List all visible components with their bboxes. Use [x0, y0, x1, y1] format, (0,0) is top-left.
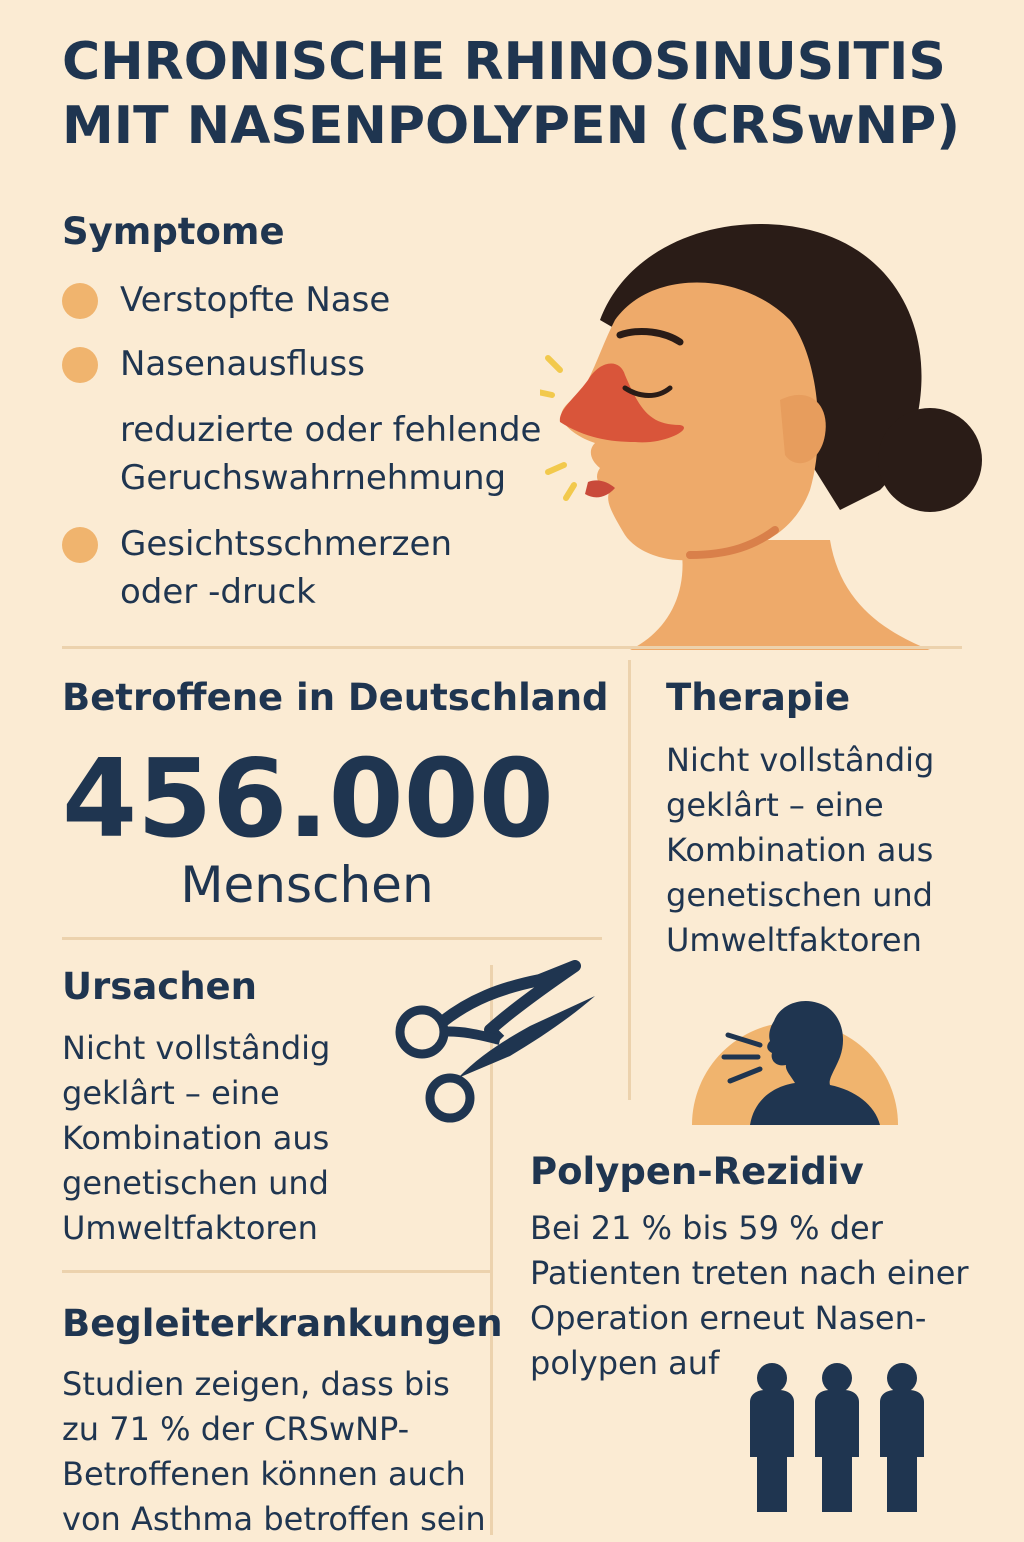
symptome-heading: Symptome	[62, 210, 285, 253]
rezidiv-heading: Polypen-Rezidiv	[530, 1150, 864, 1193]
begleit-text	[62, 1362, 486, 1542]
symptom-item-2	[120, 340, 365, 388]
text-line: Studien zeigen, dass bis	[62, 1365, 450, 1403]
title-line-1: CHRONISCHE RHINOSINUSITIS	[62, 32, 946, 92]
ursachen-heading: Ursachen	[62, 965, 257, 1008]
symptom-line: Verstopfte Nase	[120, 280, 391, 320]
text-line: von Asthma betroffen sein	[62, 1500, 486, 1538]
symptom-item-1	[120, 276, 390, 324]
begleit-heading: Begleiterkrankungen	[62, 1302, 503, 1345]
rezidiv-text	[530, 1206, 969, 1386]
bullet-dot-icon	[62, 283, 98, 319]
symptom-line: Gesichtsschmerzen	[120, 524, 452, 564]
symptom-line: oder -druck	[120, 572, 316, 612]
page-title	[62, 30, 1002, 158]
title-line-2: MIT NASENPOLYPEN (CRSwNP)	[62, 96, 961, 156]
text-line: geklârt – eine	[62, 1074, 280, 1112]
bullet-dot-icon	[62, 347, 98, 383]
text-line: Umweltfaktoren	[666, 921, 922, 959]
therapie-text	[666, 738, 934, 963]
symptom-line: Nasenausfluss	[120, 344, 365, 384]
surgical-instrument-icon	[390, 960, 605, 1125]
person-breathing-icon	[690, 975, 900, 1125]
ursachen-text	[62, 1026, 330, 1251]
symptom-item-4	[120, 520, 452, 616]
text-line: Kombination aus	[62, 1119, 330, 1157]
therapie-heading: Therapie	[666, 676, 851, 719]
text-line: geklârt – eine	[666, 786, 884, 824]
text-line: polypen auf	[530, 1344, 720, 1382]
three-people-icon	[745, 1362, 930, 1512]
symptom-item-3	[120, 406, 541, 502]
bullet-dot-icon	[62, 527, 98, 563]
text-line: Bei 21 % bis 59 % der	[530, 1209, 883, 1247]
text-line: Operation erneut Nasen-	[530, 1299, 927, 1337]
text-line: Betroffenen können auch	[62, 1455, 466, 1493]
betroffene-heading: Betroffene in Deutschland	[62, 676, 609, 719]
divider	[62, 1270, 492, 1273]
text-line: zu 71 % der CRSwNP-	[62, 1410, 410, 1448]
text-line: Kombination aus	[666, 831, 934, 869]
text-line: Nicht vollstândig	[666, 741, 935, 779]
symptom-line: reduzierte oder fehlende	[120, 410, 542, 450]
divider	[62, 937, 602, 940]
text-line: genetischen und	[62, 1164, 329, 1202]
betroffene-unit: Menschen	[180, 856, 434, 914]
text-line: Patienten treten nach einer	[530, 1254, 969, 1292]
betroffene-number: 456.000	[62, 737, 554, 862]
woman-profile-illustration	[540, 210, 990, 650]
text-line: genetischen und	[666, 876, 933, 914]
divider	[628, 660, 631, 1100]
text-line: Umweltfaktoren	[62, 1209, 318, 1247]
text-line: Nicht vollstândig	[62, 1029, 331, 1067]
symptom-line: Geruchswahrnehmung	[120, 458, 507, 498]
divider	[62, 646, 962, 649]
